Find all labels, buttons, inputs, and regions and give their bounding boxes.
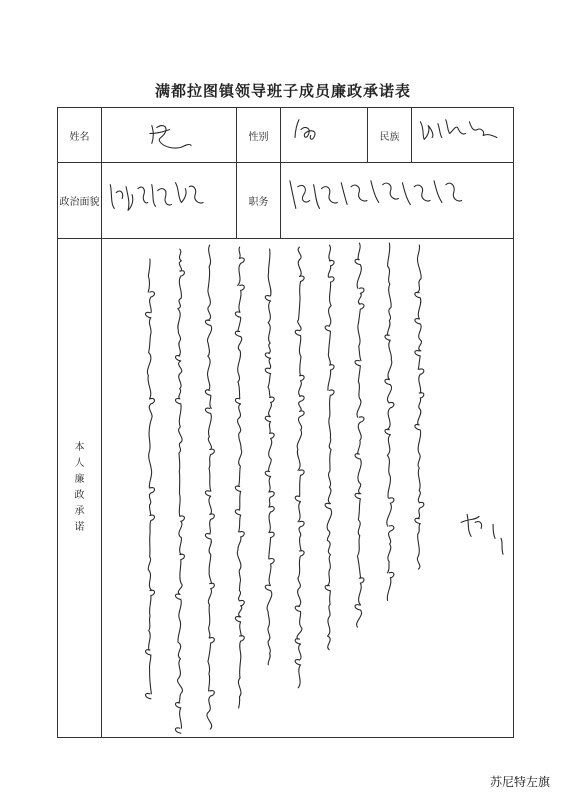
pledge-label-char: 承 <box>74 506 85 517</box>
handwritten-date-signature <box>461 514 503 554</box>
form-title: 满都拉图镇领导班子成员廉政承诺表 <box>154 82 411 100</box>
handwritten-column <box>415 245 424 569</box>
pledge-label-char: 廉 <box>74 474 85 485</box>
pledge-label-char: 政 <box>74 490 85 501</box>
pledge-label <box>58 239 102 738</box>
position-label: 职务 <box>237 163 281 239</box>
pledge-label-char: 人 <box>74 458 85 469</box>
ethnicity-label: 民族 <box>368 108 412 163</box>
handwritten-column <box>295 247 304 688</box>
position-value <box>281 163 514 239</box>
name-value <box>102 108 237 163</box>
handwritten-name-signature <box>102 108 236 162</box>
pledge-label-char: 本 <box>74 442 85 453</box>
pledge-value <box>102 239 514 738</box>
pledge-label-char: 诺 <box>74 522 85 533</box>
political-status-label: 政治面貌 <box>58 163 102 239</box>
handwritten-gender <box>281 108 367 162</box>
gender-value <box>281 108 368 163</box>
handwritten-column <box>235 247 244 708</box>
name-label: 姓名 <box>58 108 102 163</box>
handwritten-column <box>175 249 184 733</box>
gender-label: 性别 <box>237 108 281 163</box>
pledge-form-table <box>57 107 514 738</box>
handwritten-ethnicity <box>412 108 513 162</box>
handwritten-position <box>281 163 513 238</box>
political-status-value <box>102 163 237 239</box>
handwritten-column <box>146 259 155 699</box>
ethnicity-value <box>412 108 514 163</box>
handwritten-column <box>385 243 394 600</box>
handwritten-pledge-text <box>102 239 513 737</box>
handwritten-column <box>205 245 214 729</box>
handwritten-column <box>325 245 334 650</box>
handwritten-column <box>265 249 274 665</box>
handwritten-political-status <box>102 163 236 238</box>
handwritten-column <box>355 243 364 627</box>
watermark: 苏尼特左旗 <box>489 775 550 789</box>
